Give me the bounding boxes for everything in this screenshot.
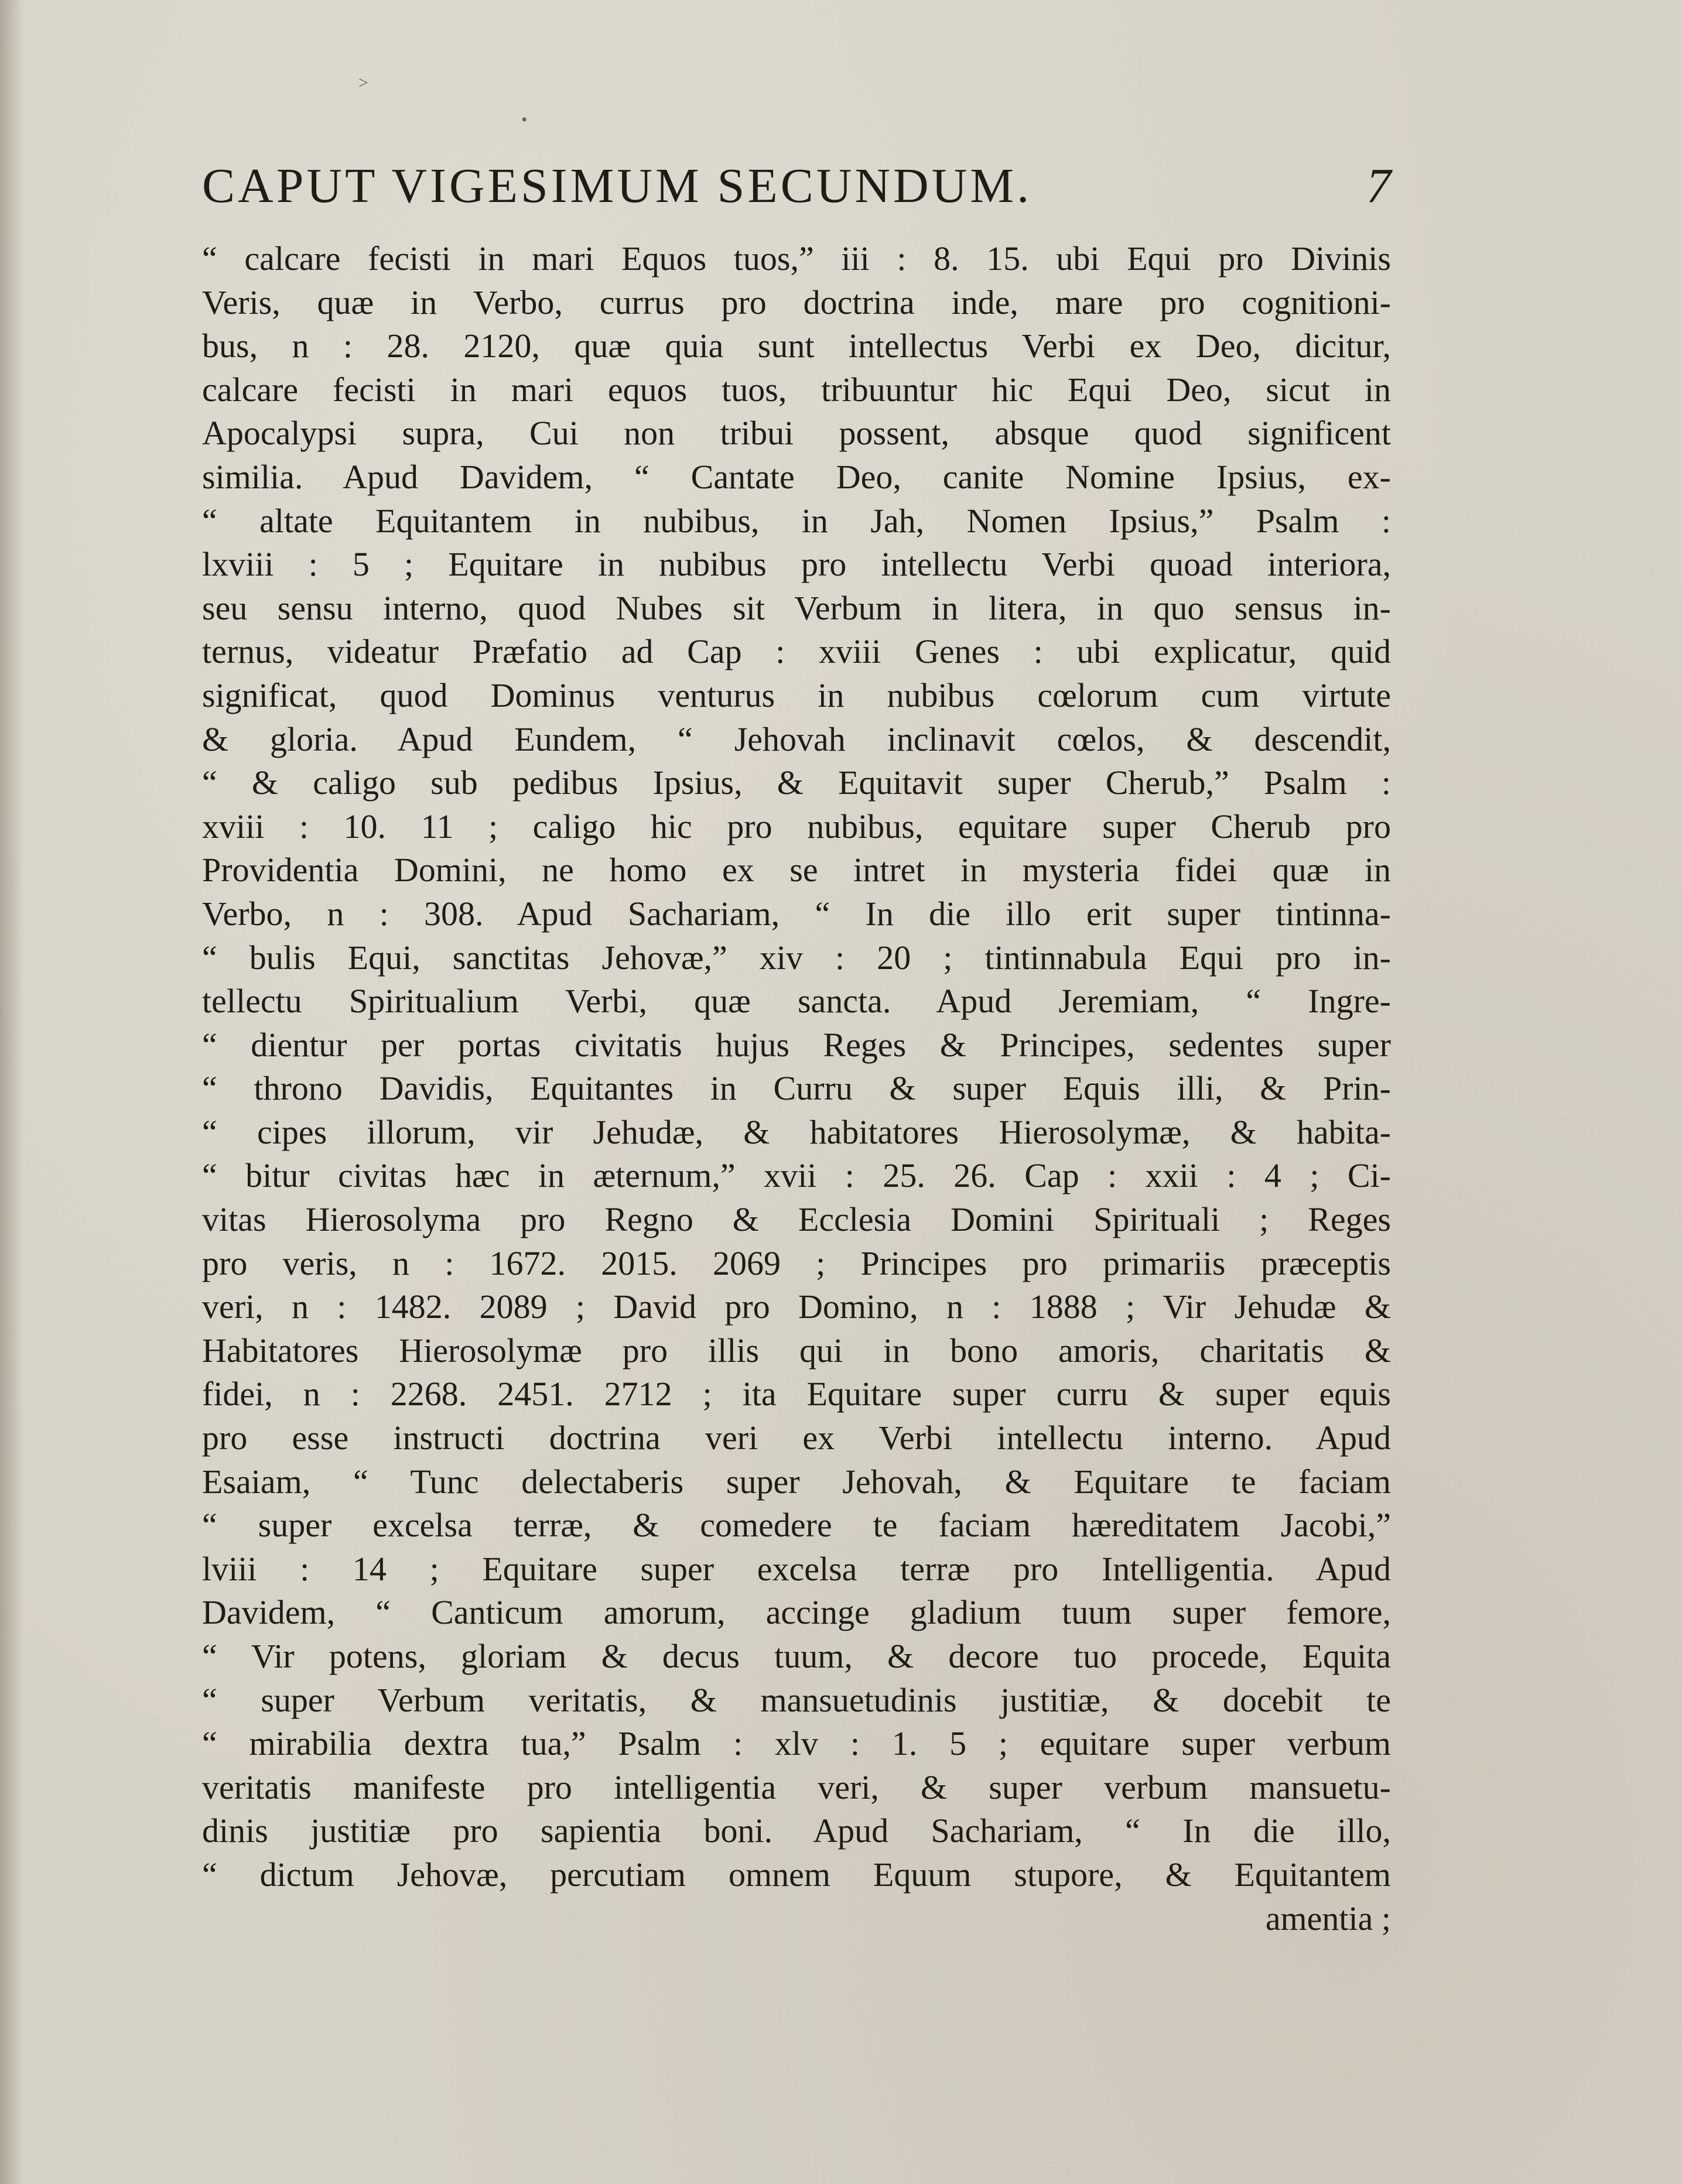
text-line: Habitatores Hierosolymæ pro illis qui in bono amoris, charitatis & — [202, 1331, 1391, 1370]
page-spine-shadow — [0, 0, 23, 2184]
text-line: “ dictum Jehovæ, percutiam omnem Equum stupore, & Equitantem — [202, 1855, 1391, 1894]
text-line: “ mirabilia dextra tua,” Psalm : xlv : 1. 5 ; equitare super verbum — [202, 1724, 1391, 1763]
text-line: tellectu Spiritualium Verbi, quæ sancta. Apud Jeremiam, “ Ingre- — [202, 982, 1391, 1021]
catchword: amentia ; — [1265, 1899, 1391, 1937]
body-text — [202, 237, 1391, 1940]
page-header — [202, 151, 1391, 221]
text-line: & gloria. Apud Eundem, “ Jehovah inclinavit cœlos, & descendit, — [202, 720, 1391, 758]
text-line: “ calcare fecisti in mari Equos tuos,” iii : 8. 15. ubi Equi pro Divinis — [202, 239, 1391, 278]
text-line: bus, n : 28. 2120, quæ quia sunt intellectus Verbi ex Deo, dicitur, — [202, 327, 1391, 365]
text-line: Esaiam, “ Tunc delectaberis super Jehovah, & Equitare te faciam — [202, 1462, 1391, 1501]
text-line: pro esse instructi doctrina veri ex Verbi intellectu interno. Apud — [202, 1419, 1391, 1457]
text-line: fidei, n : 2268. 2451. 2712 ; ita Equitare super curru & super equis — [202, 1375, 1391, 1413]
text-line: lviii : 14 ; Equitare super excelsa terræ pro Intelligentia. Apud — [202, 1549, 1391, 1588]
text-line: significat, quod Dominus venturus in nubibus cœlorum cum virtute — [202, 676, 1391, 714]
text-line: “ super Verbum veritatis, & mansuetudinis justitiæ, & docebit te — [202, 1680, 1391, 1719]
text-line: ternus, videatur Præfatio ad Cap : xviii Genes : ubi explicatur, quid — [202, 632, 1391, 671]
text-line: dinis justitiæ pro sapientia boni. Apud Sachariam, “ In die illo, — [202, 1812, 1391, 1850]
print-mark: • — [521, 110, 528, 129]
text-line: xviii : 10. 11 ; caligo hic pro nubibus, equitare super Cherub pro — [202, 807, 1391, 845]
text-line: Apocalypsi supra, Cui non tribui possent, absque quod significent — [202, 414, 1391, 453]
print-mark: ˃ — [358, 73, 368, 93]
text-line: Verbo, n : 308. Apud Sachariam, “ In die illo erit super tintinna- — [202, 894, 1391, 933]
text-line: pro veris, n : 1672. 2015. 2069 ; Principes pro primariis præceptis — [202, 1244, 1391, 1282]
text-line: veri, n : 1482. 2089 ; David pro Domino, n : 1888 ; Vir Jehudæ & — [202, 1288, 1391, 1326]
running-head: CAPUT VIGESIMUM SECUNDUM. — [202, 159, 1033, 213]
text-line: “ cipes illorum, vir Jehudæ, & habitatores Hierosolymæ, & habita- — [202, 1112, 1391, 1151]
text-line: calcare fecisti in mari equos tuos, tribuuntur hic Equi Deo, sicut in — [202, 370, 1391, 409]
text-line: Davidem, “ Canticum amorum, accinge gladium tuum super femore, — [202, 1593, 1391, 1632]
text-line: “ bulis Equi, sanctitas Jehovæ,” xiv : 20 ; tintinnabula Equi pro in- — [202, 938, 1391, 977]
page-number: 7 — [1366, 159, 1391, 213]
text-line: veritatis manifeste pro intelligentia veri, & super verbum mansuetu- — [202, 1768, 1391, 1806]
text-line: Veris, quæ in Verbo, currus pro doctrina inde, mare pro cognitioni- — [202, 283, 1391, 321]
text-line: “ Vir potens, gloriam & decus tuum, & decore tuo procede, Equita — [202, 1637, 1391, 1675]
text-line: Providentia Domini, ne homo ex se intret in mysteria fidei quæ in — [202, 851, 1391, 889]
text-line: “ super excelsa terræ, & comedere te faciam hæreditatem Jacobi,” — [202, 1506, 1391, 1545]
text-line: “ altate Equitantem in nubibus, in Jah, Nomen Ipsius,” Psalm : — [202, 501, 1391, 540]
text-line: lxviii : 5 ; Equitare in nubibus pro intellectu Verbi quoad interiora, — [202, 545, 1391, 584]
text-line: “ bitur civitas hæc in æternum,” xvii : 25. 26. Cap : xxii : 4 ; Ci- — [202, 1156, 1391, 1195]
text-line: “ throno Davidis, Equitantes in Curru & super Equis illi, & Prin- — [202, 1069, 1391, 1108]
text-line: “ dientur per portas civitatis hujus Reges & Principes, sedentes super — [202, 1025, 1391, 1064]
text-line: seu sensu interno, quod Nubes sit Verbum in litera, in quo sensus in- — [202, 588, 1391, 627]
text-line: similia. Apud Davidem, “ Cantate Deo, canite Nomine Ipsius, ex- — [202, 457, 1391, 496]
text-line: vitas Hierosolyma pro Regno & Ecclesia Domini Spirituali ; Reges — [202, 1200, 1391, 1239]
text-line: “ & caligo sub pedibus Ipsius, & Equitavit super Cherub,” Psalm : — [202, 764, 1391, 802]
